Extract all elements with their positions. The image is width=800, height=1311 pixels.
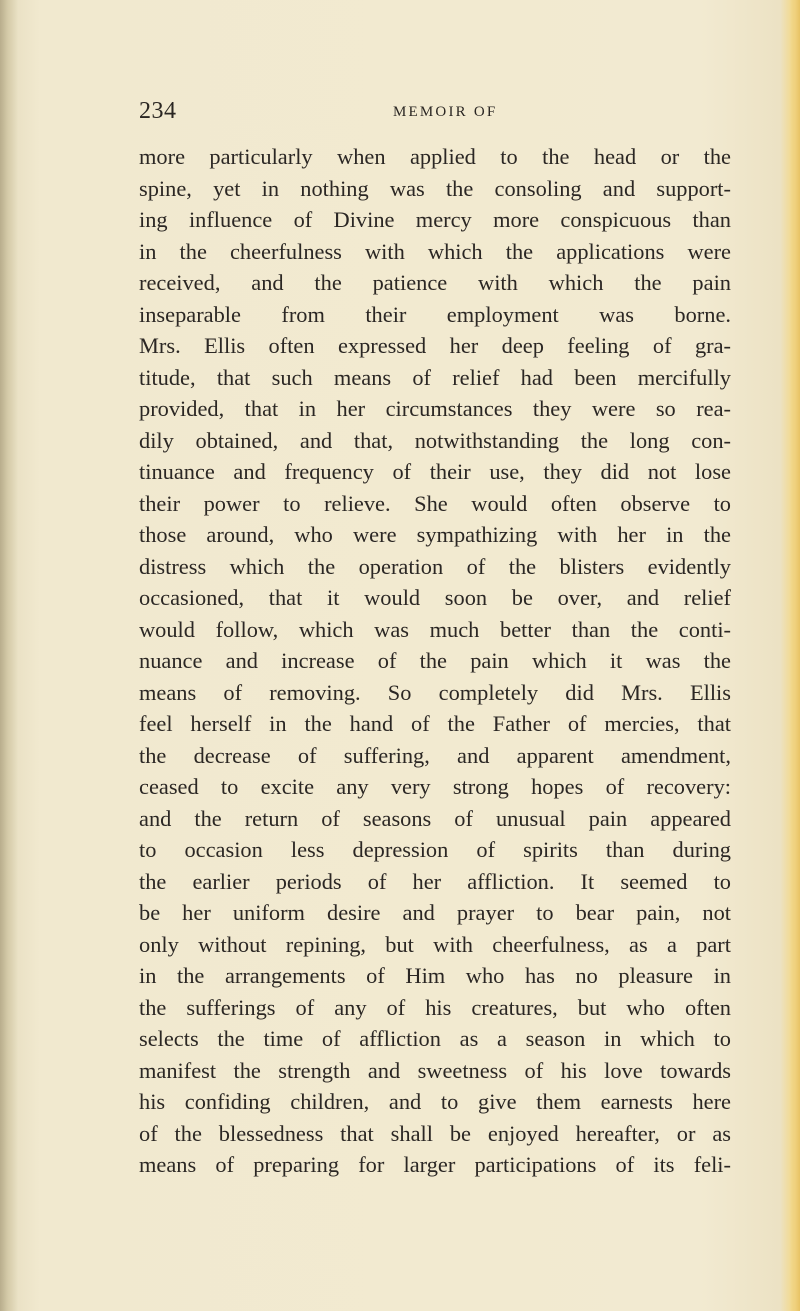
text-line: means of preparing for larger participations of its feli- [139,1152,731,1177]
text-line: of the blessedness that shall be enjoyed hereafter, or as [139,1120,731,1146]
text-line: feel herself in the hand of the Father of mercies, that [139,711,731,736]
body-text [139,141,731,1181]
text-line: titude, that such means of relief had been mercifully [139,364,731,390]
text-line: dily obtained, and that, notwithstanding the long con- [139,427,731,453]
text-line: manifest the strength and sweetness of his love towards [139,1057,731,1083]
text-line: means of removing. So completely did Mrs. Ellis [139,679,731,705]
text-line: and the return of seasons of unusual pain appeared [139,805,731,831]
text-line: only without repining, but with cheerfulness, as a part [139,931,731,957]
page-number: 234 [139,98,177,124]
text-line: in the arrangements of Him who has no pleasure in [139,963,731,988]
text-line: the decrease of suffering, and apparent amendment, [139,742,731,768]
text-line: distress which the operation of the blisters evidently [139,553,731,579]
text-line: would follow, which was much better than the conti- [139,616,731,642]
text-line: inseparable from their employment was borne. [139,301,731,327]
text-line: their power to relieve. She would often observe to [139,490,731,516]
page-header [139,98,739,128]
text-line: the earlier periods of her affliction. It seemed to [139,868,731,894]
text-line: ing influence of Divine mercy more conspicuous than [139,207,731,232]
text-line: nuance and increase of the pain which it was the [139,648,731,673]
text-line: tinuance and frequency of their use, they did not lose [139,459,731,484]
text-line: more particularly when applied to the head or the [139,144,731,169]
text-line: be her uniform desire and prayer to bear pain, not [139,900,731,925]
gutter-shadow [0,0,18,1311]
text-line: to occasion less depression of spirits than during [139,837,731,862]
running-head: MEMOIR OF [393,104,498,120]
page-edge [790,0,800,1311]
text-line: spine, yet in nothing was the consoling and support- [139,175,731,201]
text-line: selects the time of affliction as a season in which to [139,1026,731,1051]
text-line: his confiding children, and to give them earnests here [139,1089,731,1114]
text-line: received, and the patience with which the pain [139,270,731,295]
text-line: the sufferings of any of his creatures, but who often [139,994,731,1020]
text-line: those around, who were sympathizing with her in the [139,522,731,547]
text-line: ceased to excite any very strong hopes of recovery: [139,774,731,799]
text-line: occasioned, that it would soon be over, and relief [139,585,731,610]
text-line: provided, that in her circumstances they were so rea- [139,396,731,421]
text-line: in the cheerfulness with which the applications were [139,238,731,264]
text-line: Mrs. Ellis often expressed her deep feeling of gra- [139,333,731,358]
